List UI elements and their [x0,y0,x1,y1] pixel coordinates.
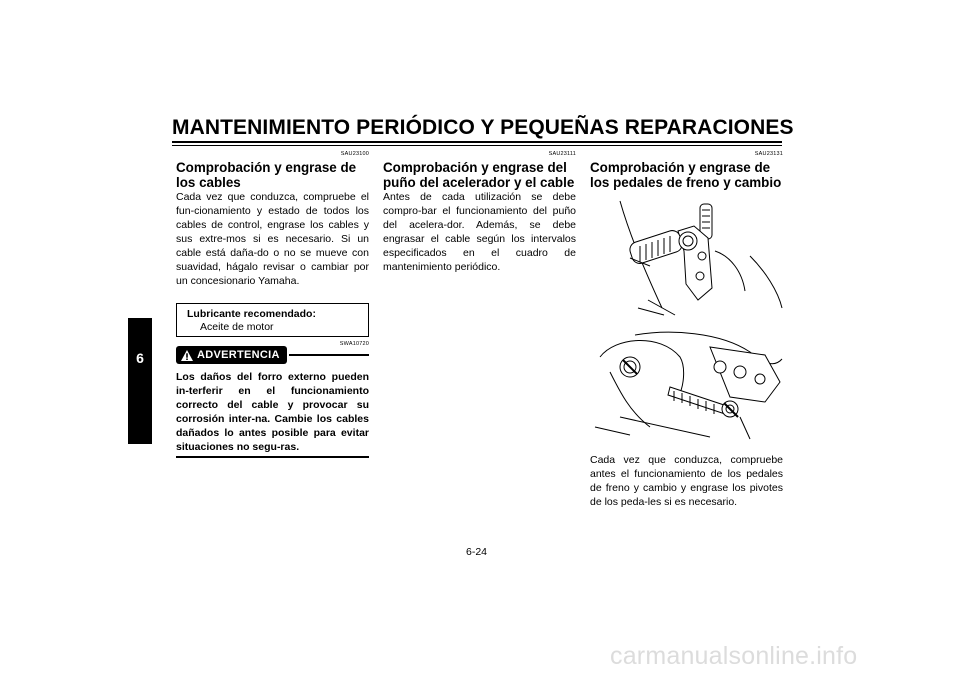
warning-header [176,341,369,366]
section-body: Cada vez que conduzca, compruebe antes el funcionamiento de los pedales de freno y cambio y engrase los pivotes de los peda-les si es necesario. [590,454,783,508]
section-code: SAU23111 [548,151,576,157]
warning-end-rule [176,456,369,458]
warning-badge [176,346,287,364]
section-heading: Comprobación y engrase de los pedales de freno y cambio [590,160,782,190]
page-number: 6-24 [466,546,488,558]
shift-pedal-illustration [590,327,783,447]
section-throttle [383,151,576,274]
section-cables [176,151,369,458]
section-code: SAU23131 [754,151,783,157]
section-pedals [590,151,783,509]
section-body: Cada vez que conduzca, compruebe el fun-cionamiento y estado de todos los cables de control, engrase los cables y sus extre-mos si es necesario. Si un cable está daña-do o no se mueve con suavidad, hágalo revisar o cambiar por un concesionario Yamaha. [176,191,369,287]
section-heading: Comprobación y engrase de los cables [176,160,357,190]
section-heading: Comprobación y engrase del puño del acelerador y el cable [383,160,575,190]
title-rule [172,141,782,143]
page-title: MANTENIMIENTO PERIÓDICO Y PEQUEÑAS REPARACIONES [172,116,794,139]
lubricant-title: Lubricante recomendado: [187,308,316,320]
warning-rule [289,354,369,356]
brake-pedal-illustration [590,196,783,321]
title-rule-thin [172,145,782,146]
section-code: SAU23100 [340,151,369,157]
lubricant-value: Aceite de motor [200,321,274,333]
warning-code: SWA10720 [339,341,369,347]
warning-label: ADVERTENCIA [197,349,280,361]
chapter-number: 6 [136,350,144,366]
lubricant-box [176,303,369,337]
watermark: carmanualsonline.info [610,642,858,670]
warning-text: Los daños del forro externo pueden in-terferir en el funcionamiento correcto del cable y provocar su corrosión inter-na. Cambie los cables dañados lo antes posible para evitar situaciones no segu-ras. [176,371,369,453]
chapter-tab [128,318,152,444]
section-body: Antes de cada utilización se debe compro-bar el funcionamiento del puño del acelera-dor. Además, se debe engrasar el cable según los intervalos especificados en el cuadro de mantenimiento periódico. [383,191,576,273]
warning-icon [180,349,194,362]
